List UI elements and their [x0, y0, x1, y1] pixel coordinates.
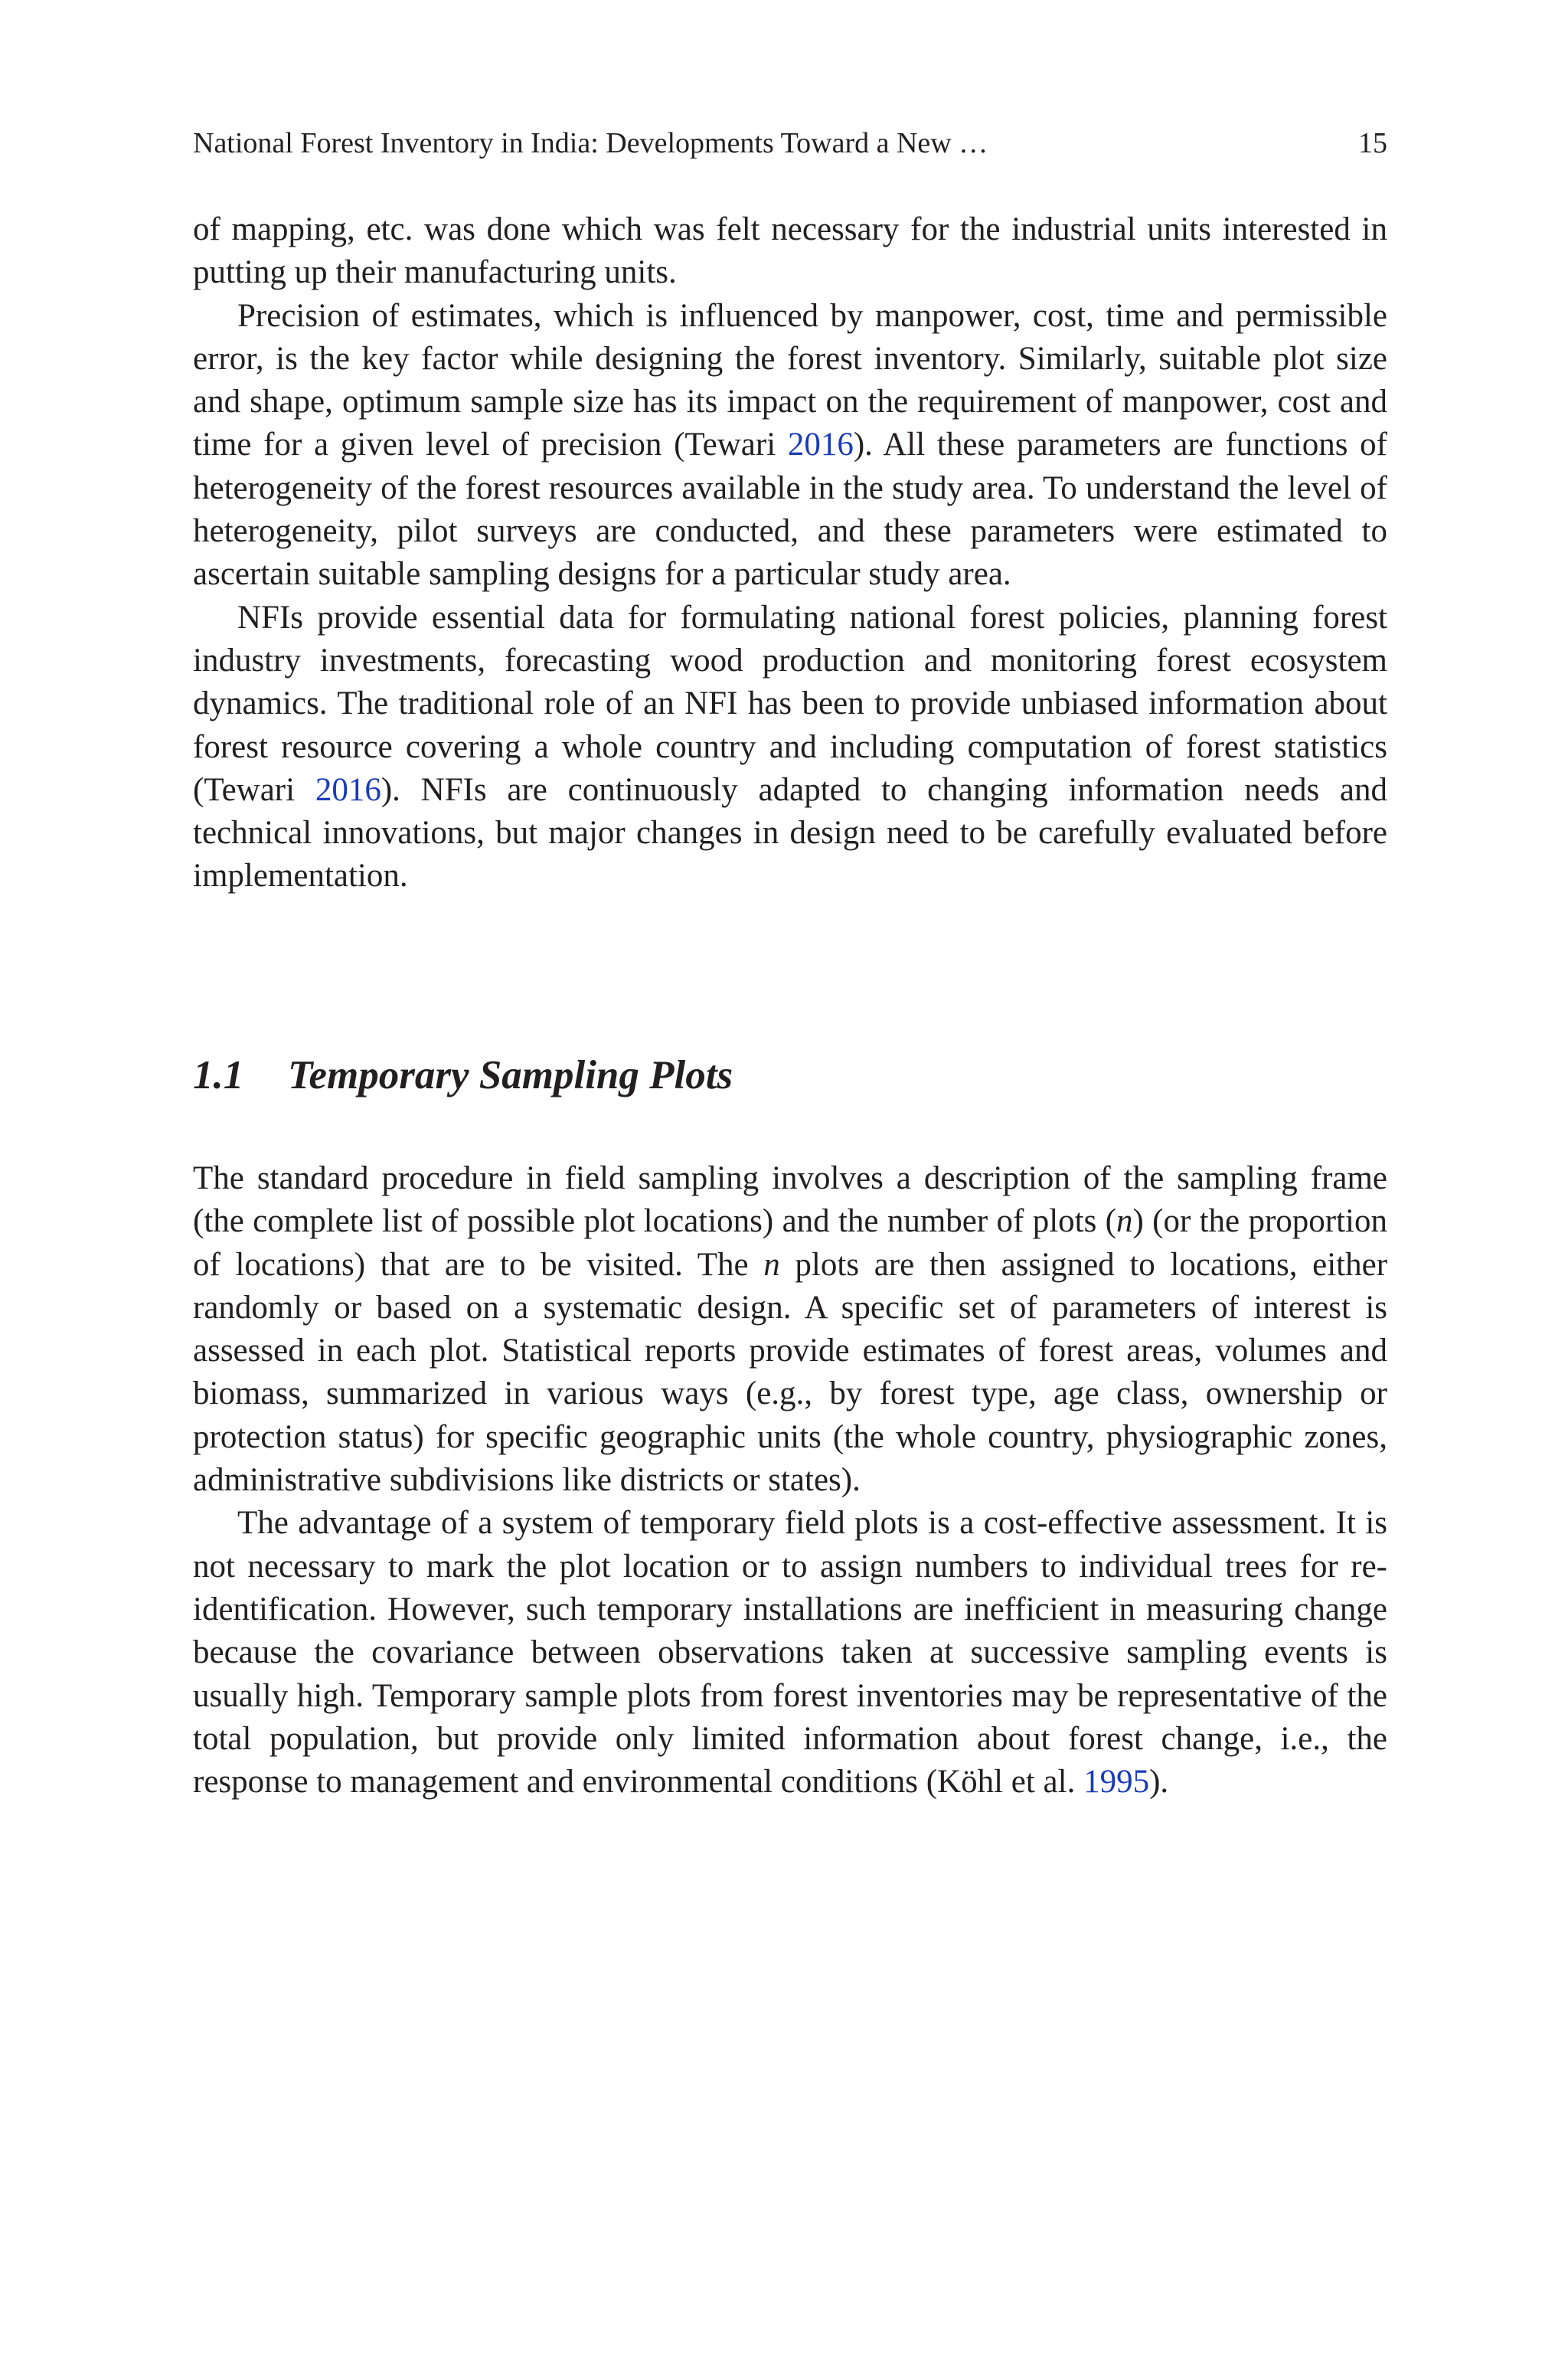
- citation-link-tewari-2016[interactable]: 2016: [787, 427, 854, 463]
- paragraph-precision: [193, 295, 1387, 597]
- section-heading: [193, 1051, 1387, 1100]
- paragraph-text: The standard procedure in field sampling involves a description of the sampling frame (the complete list of possible plot locations) and the number of plots (: [193, 1160, 1387, 1240]
- running-head: [193, 124, 1387, 162]
- paragraph-text: ). NFIs are continuously adapted to changing information needs and technical innovations, but major changes in design need to be carefully evaluated before implementation.: [193, 771, 1388, 895]
- section-title: Temporary Sampling Plots: [288, 1053, 733, 1097]
- paragraph-advantage: [193, 1502, 1387, 1804]
- variable-n: n: [763, 1246, 780, 1283]
- paragraph-text: of mapping, etc. was done which was felt necessary for the industrial units interested in putting up their manufacturing units.: [193, 211, 1387, 291]
- citation-link-kohl-1995[interactable]: 1995: [1083, 1764, 1150, 1801]
- paragraph-standard-procedure: [193, 1157, 1387, 1502]
- paragraph-continuation: [193, 208, 1387, 295]
- page-number: 15: [1358, 127, 1387, 159]
- paragraph-text: plots are then assigned to locations, either randomly or based on a systematic design. A specific set of parameters of interest is assessed in each plot. Statistical reports provide estimates of forest areas, volumes and biomass, summarized in various ways (e.g., by forest type, age class, ownership or protection status) for specific geographic units (the whole country, physiographic zones, administrative subdivisions like districts or states).: [193, 1246, 1388, 1499]
- paragraph-text: Precision of estimates, which is influenced by manpower, cost, time and permissible error, is the key factor while designing the forest inventory. Similarly, suitable plot size and shape, optimum sample size has its impact on the requirement of manpower, cost and time for a given level of precision (Tewari: [193, 297, 1387, 463]
- citation-link-tewari-2016[interactable]: 2016: [315, 771, 381, 808]
- paragraph-text: ) (or the proportion of locations) that are to be visited. The: [193, 1203, 1388, 1283]
- running-head-title: National Forest Inventory in India: Developments Toward a New …: [193, 127, 988, 159]
- variable-n: n: [1116, 1203, 1133, 1240]
- paragraph-text: The advantage of a system of temporary field plots is a cost-effective assessment. It is not necessary to mark the plot location or to assign numbers to individual trees for re-identification. However, such temporary installations are inefficient in measuring change because the covariance between observations taken at successive sampling events is usually high. Temporary sample plots from forest inventories may be representative of the total population, but provide only limited information about forest change, i.e., the response to management and environmental conditions (Köhl et al.: [193, 1505, 1387, 1801]
- paragraph-text: ). All these parameters are functions of heterogeneity of the forest resources available in the study area. To understand the level of heterogeneity, pilot surveys are conducted, and these parameters were estimated to ascertain suitable sampling designs for a particular study area.: [193, 427, 1387, 593]
- body-text-section: [193, 1157, 1387, 1804]
- paragraph-text: ).: [1149, 1764, 1169, 1801]
- paragraph-nfis: [193, 597, 1387, 898]
- section-number: 1.1: [193, 1053, 244, 1097]
- paragraph-text: NFIs provide essential data for formulating national forest policies, planning forest industry investments, forecasting wood production and monitoring forest ecosystem dynamics. The traditional role of an NFI has been to provide unbiased information about forest resource covering a whole country and including computation of forest statistics (Tewari: [193, 599, 1387, 808]
- body-text-top: [193, 208, 1387, 898]
